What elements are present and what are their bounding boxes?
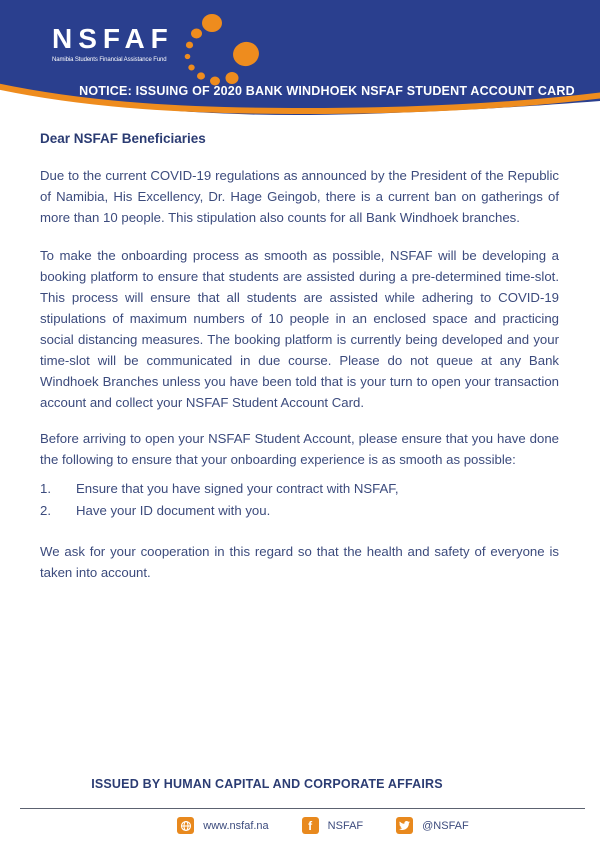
list-item-text: Ensure that you have signed your contract with NSFAF, — [76, 481, 399, 496]
twitter-handle: @NSFAF — [422, 819, 469, 832]
facebook-handle: NSFAF — [327, 819, 364, 832]
letter-body — [40, 130, 559, 583]
nsfaf-logo — [52, 25, 174, 63]
paragraph-covid-regulations: Due to the current COVID-19 regulations as announced by the President of the Republic of Namibia, His Excellency, Dr. Hage Geingob, there is a current ban on gatherings of more than 10 people. This stipulation also counts for all Bank Windhoek branches. — [40, 168, 559, 225]
list-item-number: 2. — [40, 502, 51, 518]
footer-divider — [20, 808, 585, 809]
paragraph-closing: We ask for your cooperation in this regard so that the health and safety of everyone is taken into account. — [40, 544, 559, 580]
logo-title: NSFAF — [52, 23, 174, 54]
paragraph-booking-platform: To make the onboarding process as smooth as possible, NSFAF will be developing a booking platform to ensure that students are assisted during a pre-determined time-slot. This process will ensure that all students are assisted while adhering to COVID-19 stipulations of maximum numbers of 10 people in an enclosed space and practicing social distancing measures. The booking platform is currently being developed and your time-slot will be communicated in due course. Please do not queue at any Bank Windhoek Branches unless you have been told that is your turn to open your transaction account and collect your NSFAF Student Account Card. — [40, 248, 559, 410]
list-item — [40, 478, 559, 500]
list-item — [40, 500, 559, 522]
paragraph-before-arriving: Before arriving to open your NSFAF Student Account, please ensure that you have done the following to ensure that your onboarding experience is as smooth as possible: — [40, 431, 559, 467]
website-url: www.nsfaf.na — [203, 819, 269, 832]
facebook-icon: f — [302, 817, 319, 834]
footer-links — [46, 817, 600, 834]
twitter-link[interactable] — [396, 817, 469, 834]
requirements-list — [40, 478, 559, 521]
facebook-link[interactable] — [302, 817, 363, 834]
website-link[interactable] — [177, 817, 268, 834]
salutation: Dear NSFAF Beneficiaries — [40, 131, 206, 146]
notice-title: NOTICE: ISSUING OF 2020 BANK WINDHOEK NSFAF STUDENT ACCOUNT CARD — [79, 84, 575, 98]
list-item-text: Have your ID document with you. — [76, 502, 271, 518]
issued-by-line: ISSUED BY HUMAN CAPITAL AND CORPORATE AFFAIRS — [91, 777, 443, 791]
logo-subtitle: Namibia Students Financial Assistance Fund — [52, 57, 167, 63]
globe-icon — [177, 817, 194, 834]
twitter-icon — [396, 817, 413, 834]
list-item-number: 1. — [40, 481, 51, 496]
